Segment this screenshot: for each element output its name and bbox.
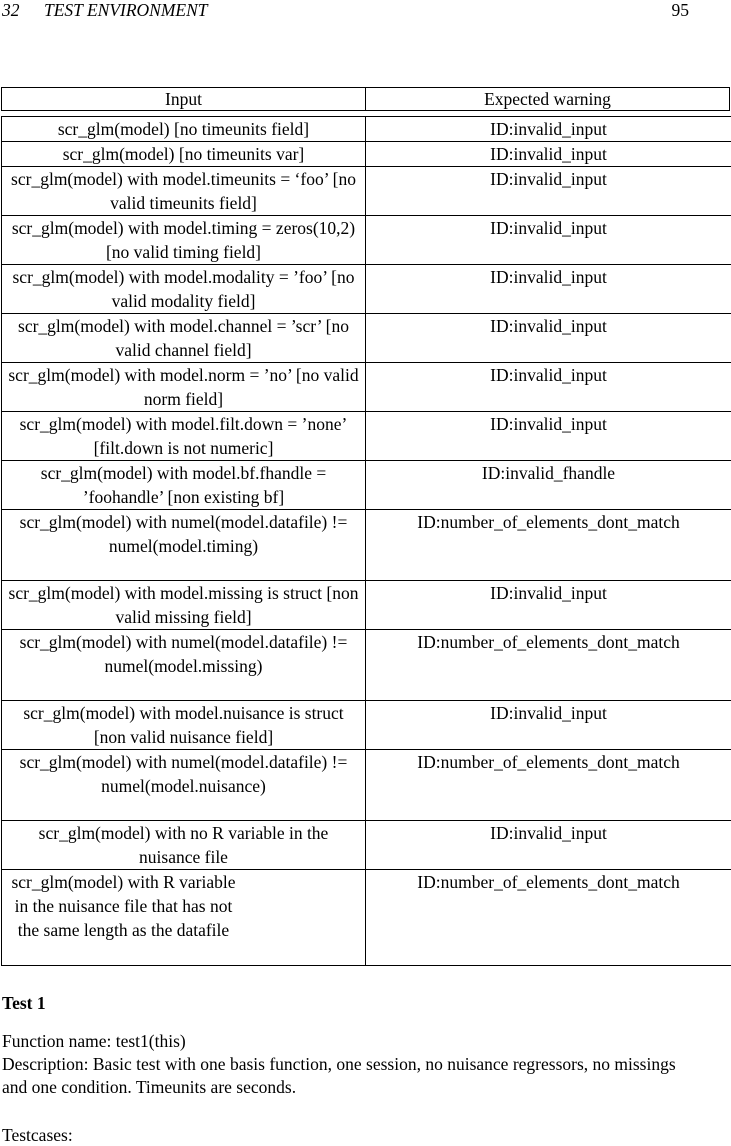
testcases-label: Testcases: [2,1124,73,1146]
warning-cell [366,412,731,461]
input-text: scr_glm(model) with model.nuisance is struct [non valid nuisance field] [6,701,361,749]
input-cell [2,461,366,510]
input-text: scr_glm(model) with model.timing = zeros(10,2) [no valid timing field] [6,216,361,264]
input-text: scr_glm(model) with model.filt.down = ’none’ [filt.down is not numeric] [6,412,361,460]
table-row [2,363,731,412]
warning-text: ID:invalid_input [370,581,727,605]
warning-cell [366,581,731,630]
input-cell [2,510,366,581]
table-row [2,265,731,314]
table-row [2,461,731,510]
table-row [2,142,731,167]
warning-text: ID:number_of_elements_dont_match [370,630,727,654]
function-name: Function name: test1(this) [2,1030,186,1052]
input-cell [2,216,366,265]
warning-cell [366,821,731,870]
input-text: scr_glm(model) with model.norm = ’no’ [no valid norm field] [6,363,361,411]
input-cell [2,750,366,821]
table-row [2,630,731,701]
table-row [2,821,731,870]
warning-cell [366,461,731,510]
input-text: scr_glm(model) with numel(model.datafile) != numel(model.missing) [6,630,361,678]
input-cell [2,581,366,630]
input-cell [2,314,366,363]
input-text: scr_glm(model) with model.missing is struct [non valid missing field] [6,581,361,629]
input-cell [2,265,366,314]
input-text: scr_glm(model) with model.bf.fhandle = ’foohandle’ [non existing bf] [6,461,361,509]
section-title: Test 1 [2,993,46,1014]
input-text: scr_glm(model) with model.modality = ’foo’ [no valid modality field] [6,265,361,313]
input-text: scr_glm(model) with no R variable in the nuisance file [6,821,361,869]
table-row [2,314,731,363]
input-text: scr_glm(model) with model.timeunits = ‘foo’ [no valid timeunits field] [6,167,361,215]
warning-text: ID:invalid_input [370,117,727,141]
warning-text: ID:invalid_fhandle [370,461,727,485]
table-row [2,216,731,265]
table-row [2,581,731,630]
table-row [2,510,731,581]
warning-cell [366,870,731,966]
input-cell [2,701,366,750]
input-cell [2,167,366,216]
chapter-title: TEST ENVIRONMENT [44,0,208,20]
warning-text: ID:invalid_input [370,216,727,240]
table-header [1,87,730,111]
warning-text: ID:invalid_input [370,314,727,338]
warning-cell [366,630,731,701]
description: Description: Basic test with one basis function, one session, no nuisance regressors, no missings and one condition. Timeunits are seconds. [2,1053,692,1099]
warning-text: ID:invalid_input [370,265,727,289]
table-row [2,117,731,142]
warning-text: ID:invalid_input [370,821,727,845]
warning-cell [366,265,731,314]
warning-text: ID:number_of_elements_dont_match [370,870,727,894]
column-header-input: Input [2,88,366,111]
table-row [2,412,731,461]
running-head [2,0,689,22]
page-number: 95 [672,0,690,20]
warning-text: ID:invalid_input [370,167,727,191]
input-cell [2,117,366,142]
warning-text: ID:invalid_input [370,412,727,436]
input-cell [2,870,366,966]
table-row [2,701,731,750]
test-table [1,116,731,966]
warning-text: ID:invalid_input [370,142,727,166]
warning-text: ID:number_of_elements_dont_match [370,510,727,534]
input-cell [2,412,366,461]
input-text: scr_glm(model) with model.channel = ’scr’ [no valid channel field] [6,314,361,362]
warning-cell [366,510,731,581]
warning-text: ID:number_of_elements_dont_match [370,750,727,774]
table-row [2,870,731,966]
column-header-warning: Expected warning [366,88,730,111]
warning-cell [366,701,731,750]
chapter-number: 32 [2,0,20,20]
warning-cell [366,314,731,363]
table-row [2,750,731,821]
input-cell [2,363,366,412]
input-cell [2,142,366,167]
input-text: scr_glm(model) [no timeunits field] [6,117,361,141]
input-text: scr_glm(model) with numel(model.datafile) != numel(model.timing) [6,510,361,558]
warning-cell [366,167,731,216]
input-text: scr_glm(model) with R variable in the nuisance file that has not the same length as the datafile [6,870,361,942]
warning-cell [366,363,731,412]
input-cell [2,821,366,870]
input-cell [2,630,366,701]
table-row [2,167,731,216]
input-text: scr_glm(model) [no timeunits var] [6,142,361,166]
warning-cell [366,117,731,142]
input-text: scr_glm(model) with numel(model.datafile) != numel(model.nuisance) [6,750,361,798]
warning-text: ID:invalid_input [370,701,727,725]
warning-cell [366,142,731,167]
warning-cell [366,216,731,265]
warning-cell [366,750,731,821]
warning-text: ID:invalid_input [370,363,727,387]
